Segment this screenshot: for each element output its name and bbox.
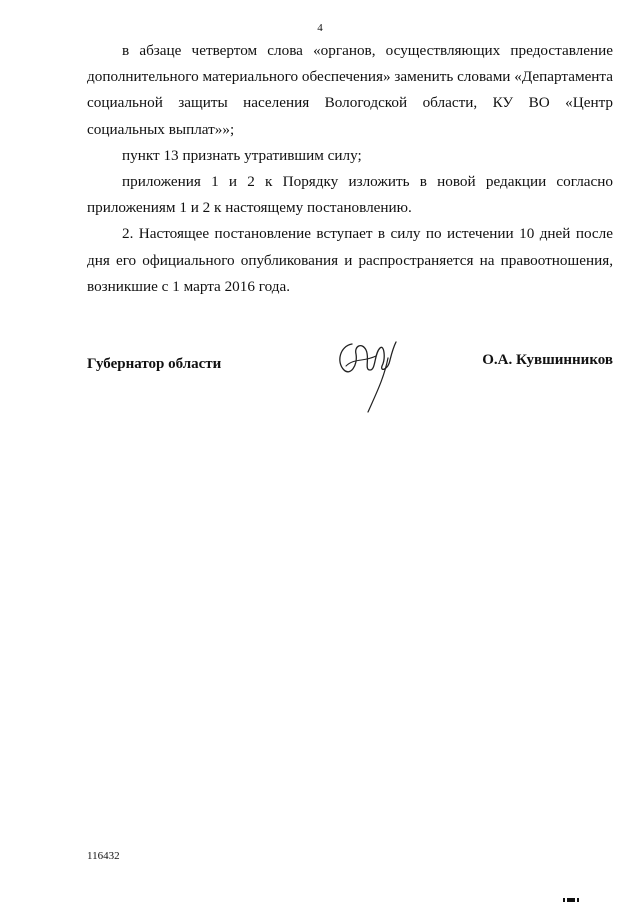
- document-code: 116432: [87, 850, 120, 862]
- page-number: 4: [317, 22, 323, 34]
- signatory-title: Губернатор области: [87, 356, 222, 372]
- signatory-name: О.А. Кувшинников: [482, 352, 613, 368]
- paragraph-prilozheniya: приложения 1 и 2 к Порядку изложить в новой редакции согласно приложениям 1 и 2 к настоящему постановлению.: [87, 173, 613, 217]
- handwritten-signature: [330, 336, 402, 416]
- paragraph-abzac-4: в абзаце четвертом слова «органов, осуществляющих предоставление дополнительного материального обеспечения» заменить словами «Департамента социальной защиты населения Вологодской области, КУ ВО «Центр социальных выплат»»;: [87, 42, 613, 138]
- paragraph-vstuplenie-v-silu: 2. Настоящее постановление вступает в силу по истечении 10 дней после дня его официального опубликования и распространяется на правоотношения, возникшие с 1 марта 2016 года.: [87, 225, 613, 295]
- corner-marker: [563, 898, 579, 902]
- paragraph-punkt-13: пункт 13 признать утратившим силу;: [122, 146, 362, 164]
- document-body: [87, 38, 613, 300]
